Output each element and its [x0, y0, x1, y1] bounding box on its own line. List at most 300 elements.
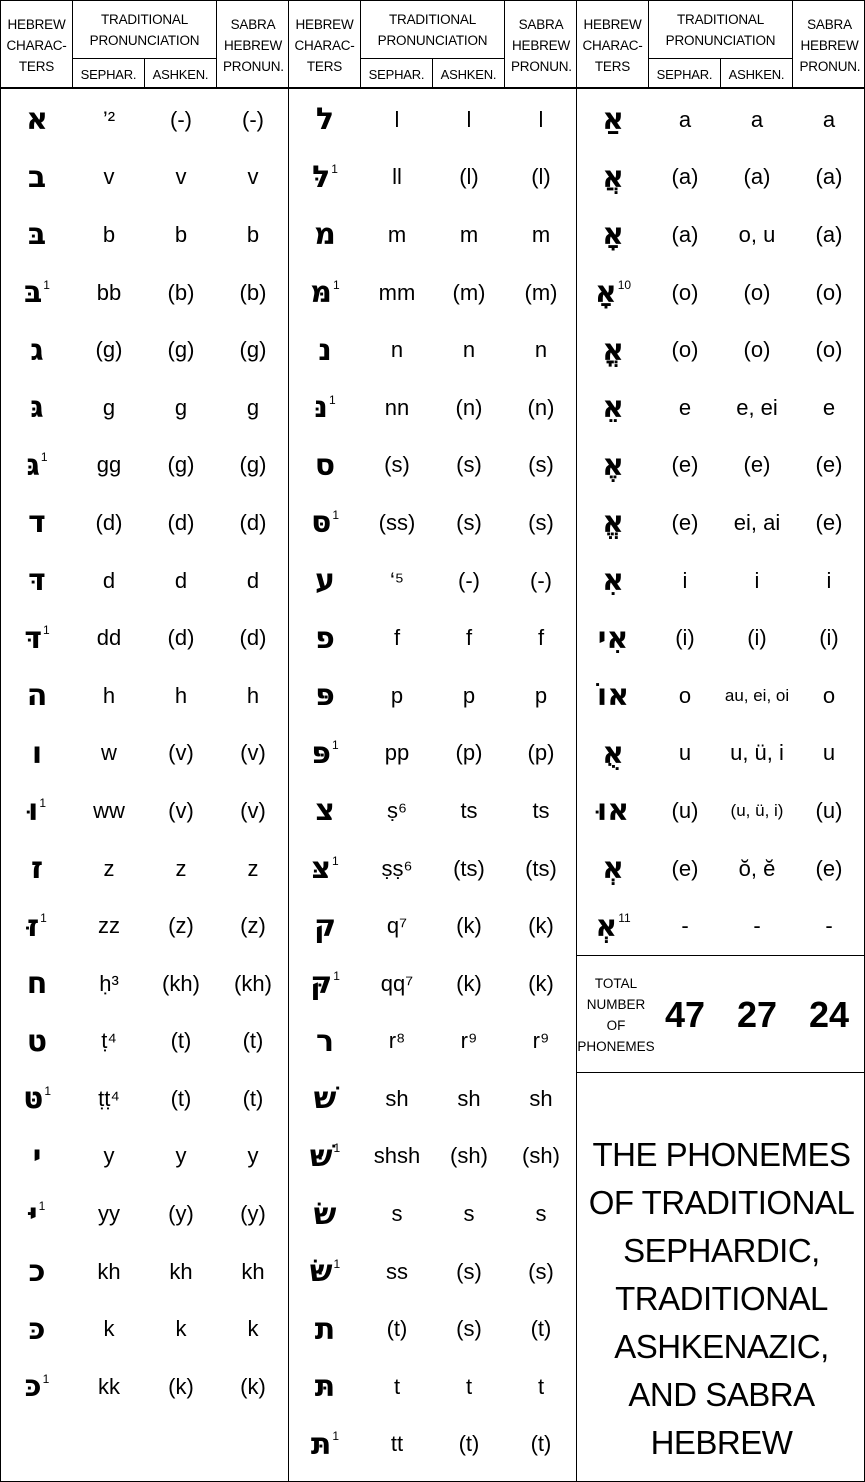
footnote-marker: 1: [332, 1429, 340, 1444]
hebrew-glyph: פ: [315, 620, 335, 656]
sephardic-value: ss: [386, 1258, 408, 1284]
hebrew-character: [1, 264, 73, 322]
hebrew-character: [289, 552, 361, 610]
header-ashkenazic: ASHKEN.: [145, 59, 217, 89]
table-row: [577, 437, 865, 495]
hebrew-character: [1, 667, 73, 725]
total-ashkenazic: 27: [736, 994, 778, 1035]
table-row: [1, 206, 288, 264]
hebrew-character: [289, 1128, 361, 1186]
sabra-value: (n): [527, 394, 555, 420]
table-row: [289, 552, 576, 610]
rows-container: [289, 91, 576, 1473]
sabra-value: ts: [532, 797, 550, 823]
table-row: [1, 725, 288, 783]
ashkenazic-value: (i): [747, 625, 767, 651]
table-row: [1, 552, 288, 610]
sephardic-value: p: [390, 682, 404, 708]
ashkenazic-value: f: [465, 625, 473, 651]
total-sabra: 24: [808, 994, 850, 1035]
hebrew-character: [577, 149, 649, 207]
hebrew-glyph: אָ: [602, 217, 624, 253]
ashkenazic-value: k: [175, 1316, 187, 1342]
hebrew-character: [1, 1013, 73, 1071]
hebrew-character: [1, 91, 73, 149]
hebrew-glyph: ד: [28, 505, 46, 541]
hebrew-glyph: פּ: [311, 735, 332, 771]
hebrew-glyph: בּ: [24, 275, 43, 311]
panel-consonants-2: [289, 1, 577, 1482]
table-row: [577, 609, 865, 667]
sabra-value: (v): [240, 740, 266, 766]
sabra-value: t: [537, 1373, 545, 1399]
sephardic-value: shsh: [373, 1143, 421, 1169]
sabra-value: k: [247, 1316, 259, 1342]
hebrew-character: [289, 1416, 361, 1474]
sephardic-value: kk: [98, 1373, 120, 1399]
hebrew-character: [289, 1185, 361, 1243]
hebrew-glyph: גּ: [26, 447, 40, 483]
ashkenazic-value: e, ei: [736, 394, 778, 420]
ashkenazic-value: d: [174, 567, 188, 593]
table-row: [289, 1070, 576, 1128]
footnote-marker: 1: [42, 623, 50, 638]
ashkenazic-value: (b): [167, 279, 195, 305]
ashkenazic-value: z: [175, 855, 187, 881]
footnote-marker: 1: [332, 738, 339, 753]
sephardic-value: z: [103, 855, 115, 881]
sabra-value: (ts): [525, 855, 557, 881]
table-row: [1, 494, 288, 552]
table-row: [1, 609, 288, 667]
sephardic-value: h: [102, 682, 116, 708]
table-row: [289, 897, 576, 955]
hebrew-glyph: אֳ: [602, 332, 624, 368]
hebrew-glyph: אֵ: [602, 390, 624, 426]
footnote-marker: 1: [332, 507, 340, 522]
ashkenazic-value: (a): [743, 164, 771, 190]
hebrew-glyph: אַ: [602, 102, 624, 138]
hebrew-glyph: אִ: [602, 563, 624, 599]
ashkenazic-value: (s): [456, 1316, 482, 1342]
ashkenazic-value: ŏ, ĕ: [738, 855, 776, 881]
footnote-marker: 1: [40, 450, 48, 465]
hebrew-character: [1, 725, 73, 783]
sabra-value: (v): [240, 797, 266, 823]
sephardic-value: (o): [671, 337, 699, 363]
sabra-value: (e): [815, 509, 843, 535]
hebrew-character: [289, 725, 361, 783]
table-row: [289, 1185, 576, 1243]
sephardic-value: l: [394, 106, 400, 132]
hebrew-glyph: תּ: [314, 1369, 336, 1405]
sephardic-value: ṭṭ⁴: [98, 1085, 120, 1111]
hebrew-character: [289, 91, 361, 149]
sephardic-value: sh: [385, 1085, 409, 1111]
hebrew-glyph: תּ: [310, 1426, 332, 1462]
table-row: [289, 955, 576, 1013]
table-row: [577, 552, 865, 610]
header-sabra: SABRA HEBREW PRONUN.: [799, 16, 861, 74]
hebrew-glyph: אָ: [594, 275, 617, 311]
sabra-value: g: [246, 394, 260, 420]
table-row: [1, 782, 288, 840]
table-row: [1, 264, 288, 322]
ashkenazic-value: p: [462, 682, 476, 708]
hebrew-glyph: ב: [27, 159, 47, 195]
panel-vowels: [577, 1, 865, 1482]
sabra-value: f: [537, 625, 545, 651]
sabra-value: (d): [239, 625, 267, 651]
table-row: [289, 321, 576, 379]
table-row: [1, 1070, 288, 1128]
table-row: [289, 667, 576, 725]
table-row: [289, 1358, 576, 1416]
ashkenazic-value: t: [465, 1373, 473, 1399]
hebrew-character: [577, 897, 649, 955]
hebrew-glyph: כּ: [24, 1369, 42, 1405]
table-header: [577, 1, 865, 89]
footnote-marker: 1: [331, 853, 339, 868]
footnote-marker: 1: [333, 1256, 341, 1271]
hebrew-character: [577, 206, 649, 264]
table-row: [1, 1185, 288, 1243]
hebrew-glyph: צ: [315, 793, 335, 829]
table-row: [289, 782, 576, 840]
sephardic-value: v: [103, 164, 115, 190]
sabra-value: (e): [815, 855, 843, 881]
hebrew-character: [1, 149, 73, 207]
sephardic-value: k: [103, 1316, 115, 1342]
table-row: [289, 149, 576, 207]
table-row: [1, 1243, 288, 1301]
ashkenazic-value: (d): [167, 509, 195, 535]
table-row: [1, 1358, 288, 1416]
hebrew-glyph: א: [26, 102, 48, 138]
sephardic-value: pp: [384, 740, 410, 766]
header-traditional-pronunciation: TRADITIONAL PRONUNCIATION: [649, 1, 793, 59]
ashkenazic-value: (n): [455, 394, 483, 420]
ashkenazic-value: ts: [460, 797, 478, 823]
ashkenazic-value: kh: [169, 1258, 193, 1284]
hebrew-glyph: לּ: [312, 159, 331, 195]
sephardic-value: (e): [671, 509, 699, 535]
sephardic-value: (u): [671, 797, 699, 823]
sephardic-value: kh: [97, 1258, 121, 1284]
hebrew-glyph: ג: [30, 332, 44, 368]
hebrew-character: [1, 1300, 73, 1358]
sephardic-value: mm: [378, 279, 416, 305]
sephardic-value: m: [387, 221, 407, 247]
ashkenazic-value: (z): [168, 913, 194, 939]
hebrew-character: [289, 149, 361, 207]
table-row: [1, 1013, 288, 1071]
ashkenazic-value: (t): [170, 1085, 192, 1111]
total-label: TOTAL NUMBER OF PHONEMES: [577, 976, 655, 1054]
header-hebrew-characters: HEBREW CHARAC- TERS: [577, 1, 649, 89]
sabra-value: (e): [815, 452, 843, 478]
sabra-value: (a): [815, 164, 843, 190]
sabra-value: (t): [242, 1085, 264, 1111]
ashkenazic-value: s: [463, 1201, 475, 1227]
sephardic-value: yy: [98, 1201, 120, 1227]
sabra-value: h: [246, 682, 260, 708]
hebrew-character: [289, 1243, 361, 1301]
hebrew-glyph: ס: [314, 447, 336, 483]
sephardic-value: (t): [386, 1316, 408, 1342]
hebrew-glyph: נּ: [314, 390, 328, 426]
sephardic-value: w: [101, 740, 117, 766]
sabra-value: p: [534, 682, 548, 708]
ashkenazic-value: (-): [458, 567, 480, 593]
hebrew-character: [1, 437, 73, 495]
hebrew-glyph: זּ: [27, 908, 40, 944]
hebrew-character: [577, 782, 649, 840]
rows-container: [577, 91, 865, 955]
table-row: [1, 667, 288, 725]
ashkenazic-value: (l): [459, 164, 479, 190]
sephardic-value: (o): [671, 279, 699, 305]
sabra-value: r⁹: [532, 1028, 550, 1054]
hebrew-character: [1, 897, 73, 955]
sabra-value: z: [247, 855, 259, 881]
sephardic-value: n: [390, 337, 404, 363]
hebrew-character: [1, 321, 73, 379]
hebrew-character: [1, 494, 73, 552]
sabra-value: u: [822, 740, 836, 766]
hebrew-character: [1, 1070, 73, 1128]
footnote-marker: 10: [617, 277, 632, 292]
sephardic-value: bb: [96, 279, 122, 305]
sephardic-value: zz: [98, 913, 120, 939]
hebrew-character: [289, 206, 361, 264]
sabra-value: (b): [239, 279, 267, 305]
sabra-value: (k): [528, 970, 554, 996]
table-row: [289, 379, 576, 437]
hebrew-glyph: אֱ: [602, 505, 624, 541]
sabra-value: i: [826, 567, 832, 593]
hebrew-character: [1, 379, 73, 437]
table-row: [289, 494, 576, 552]
header-ashkenazic: ASHKEN.: [433, 59, 505, 89]
ashkenazic-value: (-): [170, 106, 192, 132]
sabra-value: (z): [240, 913, 266, 939]
table-header: [289, 1, 576, 89]
hebrew-glyph: ה: [26, 678, 48, 714]
hebrew-character: [1, 206, 73, 264]
hebrew-character: [577, 725, 649, 783]
footnote-marker: 1: [43, 277, 50, 292]
hebrew-character: [289, 1358, 361, 1416]
sephardic-value: qq⁷: [380, 970, 414, 996]
hebrew-character: [289, 955, 361, 1013]
sabra-value: (t): [530, 1431, 552, 1457]
hebrew-glyph: נ: [318, 332, 332, 368]
ashkenazic-value: (y): [168, 1201, 194, 1227]
ashkenazic-value: sh: [457, 1085, 481, 1111]
hebrew-glyph: אְ: [602, 851, 624, 887]
hebrew-glyph: שׂ: [313, 1196, 337, 1232]
sabra-value: (t): [530, 1316, 552, 1342]
sabra-value: sh: [529, 1085, 553, 1111]
hebrew-character: [289, 264, 361, 322]
table-row: [289, 840, 576, 898]
sephardic-value: (g): [95, 337, 123, 363]
sabra-value: (l): [531, 164, 551, 190]
hebrew-character: [289, 321, 361, 379]
table-row: [577, 91, 865, 149]
sabra-value: s: [535, 1201, 547, 1227]
table-row: [289, 1300, 576, 1358]
table-row: [577, 206, 865, 264]
hebrew-character: [289, 897, 361, 955]
sephardic-value: (ss): [378, 509, 416, 535]
ashkenazic-value: (m): [452, 279, 486, 305]
ashkenazic-value: b: [174, 221, 188, 247]
footnote-marker: 11: [618, 911, 631, 926]
sabra-value: -: [825, 913, 833, 939]
sabra-value: (s): [528, 452, 554, 478]
table-row: [577, 321, 865, 379]
hebrew-character: [577, 494, 649, 552]
ashkenazic-value: (u, ü, i): [730, 800, 784, 820]
hebrew-character: [289, 379, 361, 437]
ashkenazic-value: h: [174, 682, 188, 708]
hebrew-glyph: ר: [315, 1023, 335, 1059]
sephardic-value: a: [678, 106, 692, 132]
table-row: [577, 725, 865, 783]
ashkenazic-value: (t): [458, 1431, 480, 1457]
sephardic-value: r⁸: [388, 1028, 406, 1054]
sabra-value: m: [531, 221, 551, 247]
hebrew-character: [289, 667, 361, 725]
ashkenazic-value: o, u: [738, 221, 776, 247]
hebrew-character: [1, 1358, 73, 1416]
hebrew-glyph: ל: [315, 102, 335, 138]
footnote-marker: 1: [333, 1141, 341, 1156]
table-row: [289, 1128, 576, 1186]
table-row: [289, 1243, 576, 1301]
sephardic-value: g: [102, 394, 116, 420]
hebrew-character: [577, 840, 649, 898]
table-row: [1, 91, 288, 149]
ashkenazic-value: (s): [456, 509, 482, 535]
table-row: [289, 91, 576, 149]
ashkenazic-value: (g): [167, 452, 195, 478]
hebrew-character: [289, 1070, 361, 1128]
ashkenazic-value: (k): [456, 970, 482, 996]
hebrew-glyph: יּ: [28, 1196, 38, 1232]
hebrew-glyph: ת: [314, 1311, 336, 1347]
sephardic-value: (a): [671, 164, 699, 190]
panel-consonants-1: [1, 1, 289, 1482]
table-row: [289, 1416, 576, 1474]
sephardic-value: ’²: [102, 106, 116, 132]
sabra-value: (-): [530, 567, 552, 593]
hebrew-glyph: אֶ: [602, 447, 624, 483]
hebrew-glyph: ו: [31, 735, 43, 771]
header-sephardic: SEPHAR.: [73, 59, 145, 89]
sabra-value: (sh): [522, 1143, 560, 1169]
hebrew-character: [1, 840, 73, 898]
hebrew-character: [577, 609, 649, 667]
hebrew-character: [289, 437, 361, 495]
sabra-value: y: [247, 1143, 259, 1169]
hebrew-character: [577, 667, 649, 725]
table-row: [1, 149, 288, 207]
table-row: [577, 494, 865, 552]
header-traditional-pronunciation: TRADITIONAL PRONUNCIATION: [73, 1, 217, 59]
sabra-value: (o): [815, 337, 843, 363]
sephardic-value: t: [393, 1373, 401, 1399]
hebrew-glyph: ז: [30, 851, 43, 887]
table-row: [1, 955, 288, 1013]
table-row: [1, 840, 288, 898]
header-hebrew-characters: HEBREW CHARAC- TERS: [1, 1, 73, 89]
sephardic-value: o: [678, 682, 692, 708]
footnote-marker: 1: [328, 392, 336, 407]
hebrew-glyph: טּ: [22, 1081, 44, 1117]
header-sephardic: SEPHAR.: [649, 59, 721, 89]
sabra-value: (g): [239, 452, 267, 478]
sephardic-value: ww: [93, 797, 125, 823]
sephardic-value: e: [678, 394, 692, 420]
footnote-marker: 1: [333, 968, 340, 983]
table-header: [1, 1, 288, 89]
hebrew-glyph: סּ: [310, 505, 332, 541]
table-row: [577, 379, 865, 437]
header-sabra: SABRA HEBREW PRONUN.: [511, 16, 572, 74]
hebrew-character: [577, 264, 649, 322]
sabra-value: (s): [528, 509, 554, 535]
sephardic-value: ṣ⁶: [386, 797, 408, 823]
sephardic-value: nn: [384, 394, 410, 420]
sabra-value: (p): [527, 740, 555, 766]
ashkenazic-value: n: [462, 337, 476, 363]
sephardic-value: (d): [95, 509, 123, 535]
ashkenazic-value: (p): [455, 740, 483, 766]
hebrew-character: [1, 1185, 73, 1243]
ashkenazic-value: (v): [168, 797, 194, 823]
sabra-value: (d): [239, 509, 267, 535]
footnote-marker: 1: [42, 1371, 50, 1386]
table-row: [577, 264, 865, 322]
sephardic-value: -: [681, 913, 689, 939]
ashkenazic-value: (s): [456, 452, 482, 478]
sabra-value: (a): [815, 221, 843, 247]
hebrew-character: [289, 840, 361, 898]
table-row: [289, 609, 576, 667]
sabra-value: kh: [241, 1258, 265, 1284]
table-caption: THE PHONEMES OF TRADITIONAL SEPHARDIC, TRADITIONAL ASHKENAZIC, AND SABRA HEBREW: [588, 1136, 855, 1461]
hebrew-glyph: אֻ: [602, 735, 624, 771]
ashkenazic-value: g: [174, 394, 188, 420]
header-hebrew-characters: HEBREW CHARAC- TERS: [289, 1, 361, 89]
table-row: [577, 667, 865, 725]
ashkenazic-value: au, ei, oi: [724, 685, 790, 705]
hebrew-character: [1, 1243, 73, 1301]
table-row: [1, 437, 288, 495]
footnote-marker: 1: [40, 911, 47, 926]
hebrew-character: [1, 955, 73, 1013]
ashkenazic-value: (g): [167, 337, 195, 363]
footnote-marker: 1: [331, 162, 338, 177]
hebrew-character: [577, 321, 649, 379]
ashkenazic-value: u, ü, i: [730, 740, 784, 766]
table-row: [289, 206, 576, 264]
sephardic-value: dd: [96, 625, 122, 651]
ashkenazic-value: (k): [456, 913, 482, 939]
